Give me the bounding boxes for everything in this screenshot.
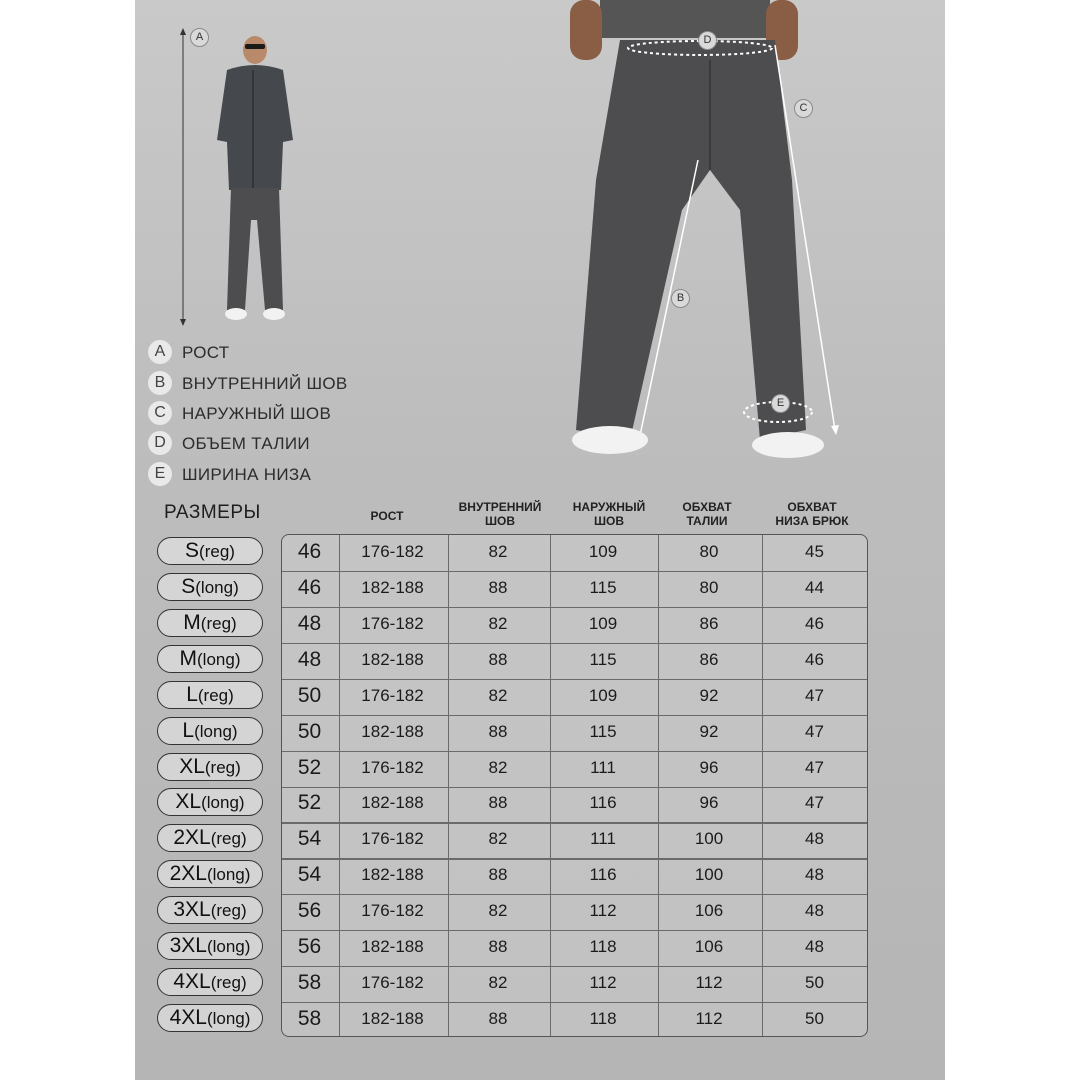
table-cell-hem: 50 <box>805 1009 824 1029</box>
table-cell-hem: 47 <box>805 685 824 705</box>
table-cell-inseam: 88 <box>488 865 508 885</box>
table-cell-inseam: 88 <box>488 721 508 741</box>
marker-e: E <box>771 394 790 413</box>
size-name: S <box>181 574 196 598</box>
table-cell-rus: 46 <box>297 539 322 563</box>
table-cell-waist: 100 <box>694 865 724 885</box>
table-cell-rus: 46 <box>297 575 322 599</box>
table-cell-hem: 47 <box>805 793 824 813</box>
table-cell-rus: 50 <box>297 719 322 743</box>
table-cell-outseam: 115 <box>589 577 617 597</box>
table-cell-inseam: 88 <box>488 577 508 597</box>
size-variant: (long) <box>206 865 251 885</box>
legend-item-c <box>148 401 408 427</box>
table-cell-height: 176-182 <box>361 901 424 921</box>
size-name: 2XL <box>169 862 207 886</box>
marker-b: B <box>671 289 690 308</box>
table-cell-height: 182-188 <box>361 865 424 885</box>
legend-label: РОСТ <box>182 343 230 362</box>
size-label <box>157 609 263 637</box>
size-variant: (reg) <box>199 541 235 561</box>
table-cell-rus: 48 <box>297 647 322 671</box>
table-cell-rus: 48 <box>297 611 322 635</box>
size-name: L <box>186 682 198 706</box>
table-cell-hem: 47 <box>805 721 824 741</box>
table-cell-waist: 100 <box>694 829 724 849</box>
table-cell-inseam: 82 <box>488 685 508 705</box>
table-cell-outseam: 112 <box>589 973 617 993</box>
table-cell-waist: 106 <box>694 937 724 957</box>
header-waist: ОБХВАТ ТАЛИИ <box>682 500 732 528</box>
table-cell-rus: 56 <box>297 899 322 923</box>
table-cell-waist: 112 <box>695 1009 723 1029</box>
table-cell-hem: 48 <box>805 829 824 849</box>
table-cell-height: 182-188 <box>361 937 424 957</box>
table-cell-waist: 80 <box>699 577 719 597</box>
size-variant: (long) <box>195 577 239 597</box>
table-cell-waist: 92 <box>699 721 719 741</box>
table-cell-outseam: 116 <box>589 793 617 813</box>
table-cell-height: 176-182 <box>361 613 424 633</box>
size-name: 3XL <box>169 934 207 958</box>
table-cell-height: 176-182 <box>361 973 424 993</box>
table-cell-waist: 86 <box>699 613 719 633</box>
marker-c: C <box>794 99 813 118</box>
size-name: XL <box>175 790 202 814</box>
table-cell-rus: 52 <box>297 791 322 815</box>
table-cell-height: 182-188 <box>361 577 424 597</box>
table-cell-inseam: 82 <box>488 541 508 561</box>
size-variant: (reg) <box>197 685 234 705</box>
table-cell-inseam: 88 <box>488 1009 508 1029</box>
table-cell-inseam: 82 <box>488 757 508 777</box>
table-cell-inseam: 88 <box>488 937 508 957</box>
marker-d: D <box>698 31 717 50</box>
legend-letter: C <box>148 401 172 425</box>
size-name: M <box>183 610 201 634</box>
table-cell-outseam: 111 <box>590 757 616 777</box>
pants-back-image <box>560 0 850 470</box>
table-cell-height: 176-182 <box>361 685 424 705</box>
table-cell-waist: 112 <box>695 973 723 993</box>
table-cell-hem: 48 <box>805 937 824 957</box>
table-cell-height: 176-182 <box>361 757 424 777</box>
table-cell-hem: 48 <box>805 901 824 921</box>
table-cell-height: 176-182 <box>361 829 424 849</box>
size-name: 4XL <box>173 970 211 994</box>
table-cell-hem: 50 <box>805 973 824 993</box>
table-cell-outseam: 112 <box>589 901 617 921</box>
table-cell-outseam: 115 <box>589 721 617 741</box>
size-label <box>157 1004 263 1032</box>
header-outseam: НАРУЖНЫЙ ШОВ <box>572 500 646 528</box>
table-cell-outseam: 118 <box>589 1009 617 1029</box>
sizes-heading: РАЗМЕРЫ <box>164 502 261 523</box>
header-height: РОСТ <box>370 509 404 523</box>
table-cell-inseam: 82 <box>488 613 508 633</box>
table-cell-outseam: 109 <box>588 613 618 633</box>
table-cell-waist: 80 <box>699 541 719 561</box>
table-cell-rus: 54 <box>297 827 322 851</box>
size-label <box>157 896 263 924</box>
table-cell-outseam: 116 <box>589 865 617 885</box>
size-variant: (reg) <box>210 829 247 849</box>
table-cell-hem: 46 <box>805 613 824 633</box>
table-cell-outseam: 109 <box>588 541 618 561</box>
legend-label: ШИРИНА НИЗА <box>182 465 312 484</box>
legend-item-a <box>148 340 408 366</box>
table-cell-waist: 96 <box>699 757 719 777</box>
table-cell-hem: 45 <box>805 541 824 561</box>
table-cell-inseam: 82 <box>488 901 508 921</box>
size-label <box>157 824 263 852</box>
table-cell-height: 182-188 <box>361 793 424 813</box>
table-cell-height: 182-188 <box>361 721 424 741</box>
size-label <box>157 717 263 745</box>
table-cell-hem: 46 <box>805 649 824 669</box>
legend-letter: D <box>148 431 172 455</box>
table-cell-inseam: 88 <box>488 649 508 669</box>
model-front-image <box>165 20 315 330</box>
size-name: M <box>179 646 198 670</box>
table-cell-height: 182-188 <box>361 1009 424 1029</box>
table-cell-rus: 50 <box>297 683 322 707</box>
table-cell-waist: 92 <box>699 685 719 705</box>
size-label <box>157 932 263 960</box>
size-name: L <box>182 718 195 742</box>
legend-item-b <box>148 371 408 397</box>
header-inseam: ВНУТРЕННИЙ ШОВ <box>458 500 542 528</box>
table-cell-rus: 56 <box>297 935 322 959</box>
legend-letter: B <box>148 371 172 395</box>
table-cell-hem: 47 <box>805 757 824 777</box>
size-label <box>157 968 263 996</box>
table-cell-outseam: 109 <box>588 685 618 705</box>
table-cell-waist: 96 <box>699 793 719 813</box>
table-cell-hem: 48 <box>805 865 824 885</box>
size-label <box>157 645 263 673</box>
size-variant: (long) <box>194 721 238 741</box>
size-name: 3XL <box>173 898 211 922</box>
table-cell-height: 176-182 <box>361 541 424 561</box>
size-label <box>157 681 263 709</box>
table-cell-waist: 86 <box>699 649 719 669</box>
table-cell-rus: 54 <box>297 863 322 887</box>
size-label <box>157 537 263 565</box>
size-label <box>157 788 263 816</box>
table-cell-outseam: 115 <box>589 649 617 669</box>
table-cell-outseam: 111 <box>590 829 616 849</box>
legend-letter: E <box>148 462 172 486</box>
legend-label: НАРУЖНЫЙ ШОВ <box>182 404 332 423</box>
table-cell-hem: 44 <box>805 577 824 597</box>
size-label <box>157 753 263 781</box>
size-name: S <box>185 538 200 562</box>
size-label <box>157 860 263 888</box>
legend-item-e <box>148 462 408 488</box>
size-variant: (reg) <box>200 613 237 633</box>
size-variant: (long) <box>206 937 251 957</box>
table-cell-height: 182-188 <box>361 649 424 669</box>
size-name: 4XL <box>169 1006 207 1030</box>
table-cell-waist: 106 <box>694 901 724 921</box>
size-variant: (reg) <box>204 757 241 777</box>
table-cell-inseam: 82 <box>488 973 508 993</box>
size-variant: (long) <box>206 1009 251 1029</box>
size-name: XL <box>179 754 205 778</box>
table-cell-rus: 58 <box>297 971 322 995</box>
legend-label: ОБЪЕМ ТАЛИИ <box>182 434 310 453</box>
table-cell-rus: 52 <box>297 755 322 779</box>
table-cell-inseam: 82 <box>488 829 508 849</box>
size-label <box>157 573 263 601</box>
legend-label: ВНУТРЕННИЙ ШОВ <box>182 374 348 393</box>
size-variant: (long) <box>201 793 245 813</box>
table-cell-outseam: 118 <box>589 937 617 957</box>
legend-item-d <box>148 431 408 457</box>
table-cell-rus: 58 <box>297 1007 322 1031</box>
size-name: 2XL <box>173 826 211 850</box>
size-variant: (reg) <box>210 973 247 993</box>
marker-a: A <box>190 28 209 47</box>
size-variant: (reg) <box>210 901 247 921</box>
legend-letter: A <box>148 340 172 364</box>
size-variant: (long) <box>197 649 241 669</box>
table-cell-inseam: 88 <box>488 793 508 813</box>
header-hem: ОБХВАТ НИЗА БРЮК <box>775 500 849 528</box>
